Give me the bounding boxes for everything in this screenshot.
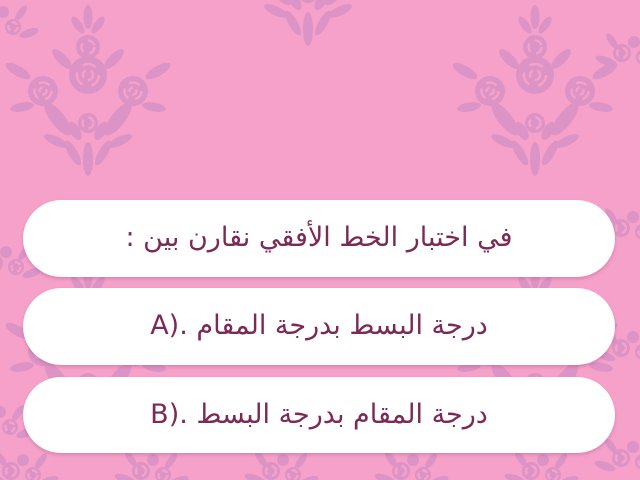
answer-option-a[interactable] — [23, 288, 615, 365]
question-text: في اختبار الخط الأفقي نقارن بين : — [125, 222, 513, 254]
question-card — [23, 200, 615, 277]
answer-option-b[interactable] — [23, 377, 615, 453]
answer-option-b-text: B). درجة المقام بدرجة البسط — [150, 398, 488, 430]
answer-option-a-text: A). درجة البسط بدرجة المقام — [150, 310, 488, 342]
